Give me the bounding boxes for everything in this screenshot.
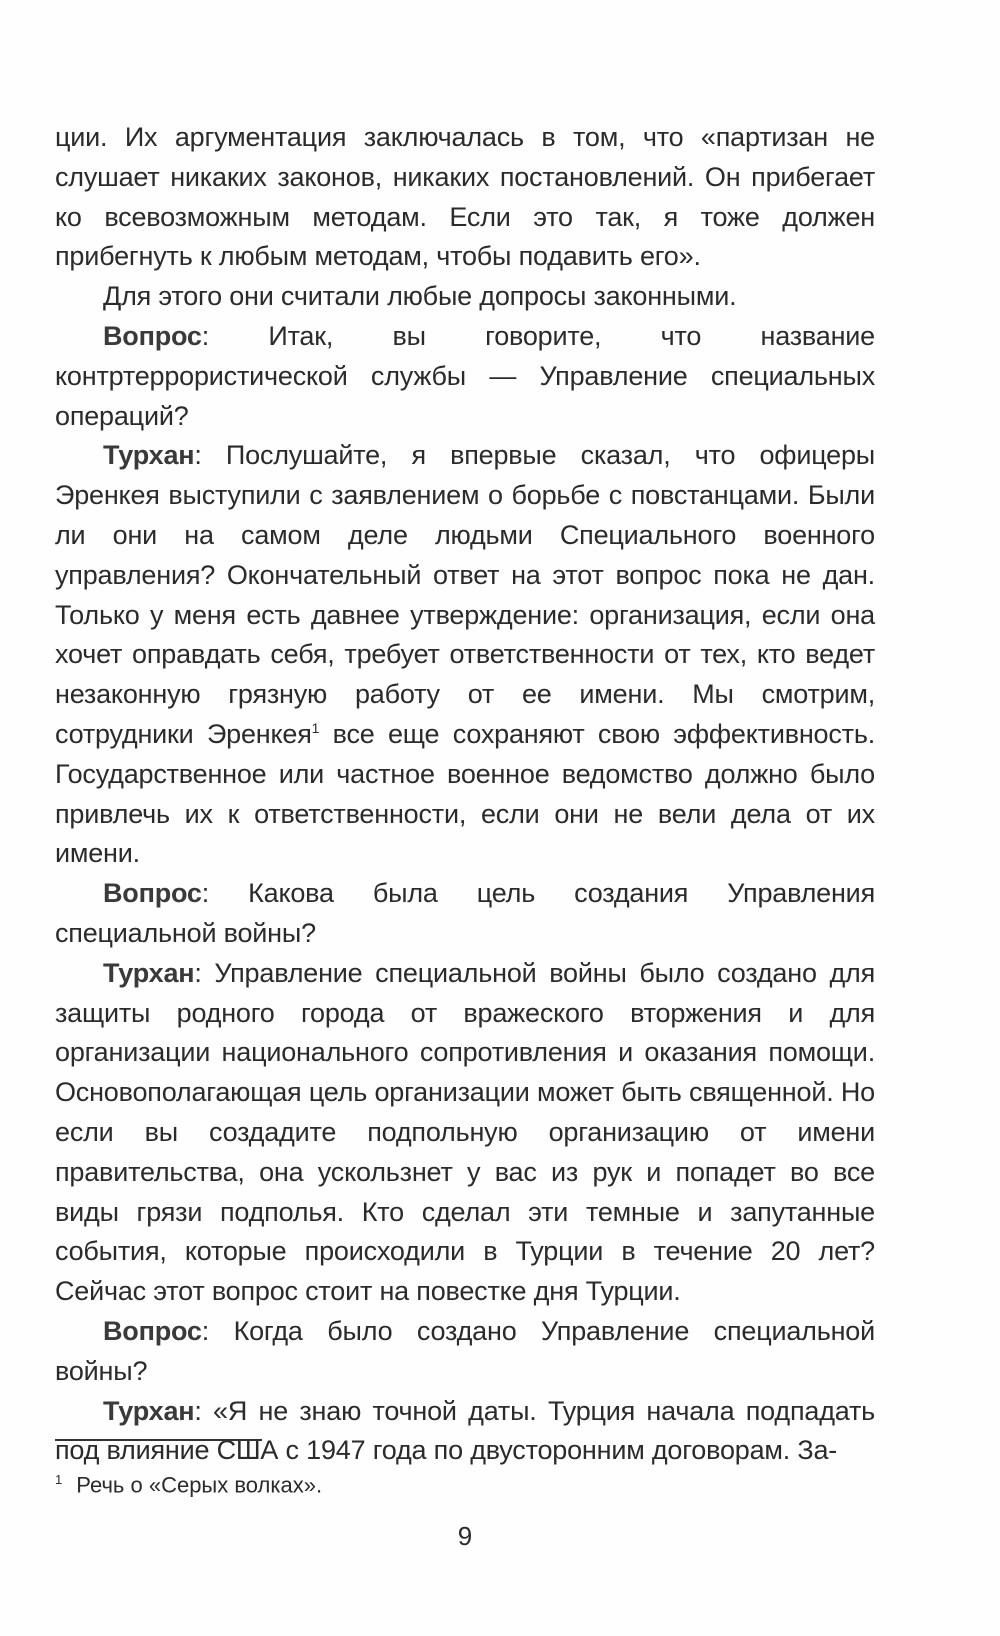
paragraph	[55, 118, 875, 277]
paragraph-text: : Послушайте, я впервые сказал, что офицеры Эренкея выступили с заявлением о борьбе с повстанцами. Были ли они на самом деле людьми Специального военного управления? Окончательный ответ на этот вопрос пока не дан. Только у меня есть давнее утверждение: организация, если она хочет оправдать себя, требует ответственности от тех, кто ведет незаконную грязную работу от ее имени. Мы смотрим, сотрудники Эренкея	[55, 440, 875, 749]
page-number: 9	[457, 1521, 473, 1551]
paragraph-text: : Управление специальной войны было создано для защиты родного города от вражеского вторжения и для организации национального сопротивления и оказания помощи. Основополагающая цель организации может быть священной. Но если вы создадите подпольную организацию от имени правительства, она ускользнет у вас из рук и попадет во все виды грязи подполья. Кто сделал эти темные и запутанные события, которые происходили в Турции в течение 20 лет? Сейчас этот вопрос стоит на повестке дня Турции.	[55, 957, 875, 1307]
answer-paragraph	[55, 1392, 875, 1472]
body-text	[55, 118, 875, 1471]
footnote-marker: 1	[55, 1472, 63, 1487]
question-paragraph	[55, 1312, 875, 1392]
paragraph-text: ции. Их аргументация заключалась в том, что «партизан не слушает никаких законов, никаких постановлений. Он прибегает ко всевозможным методам. Если это так, я тоже должен прибегнуть к любым методам, чтобы подавить его».	[55, 122, 875, 272]
speaker-label: Турхан	[103, 1395, 195, 1426]
footnote	[55, 1465, 322, 1500]
paragraph	[55, 277, 875, 317]
footnote-text: Речь о «Серых волках».	[76, 1472, 323, 1498]
speaker-label: Турхан	[103, 957, 195, 988]
question-paragraph	[55, 874, 875, 954]
paragraph-text-continued: все еще сохраняют свою эффективность. Государственное или частное военное ведомство должно было привлечь их к ответственности, если они не вели дела от их имени.	[55, 718, 876, 869]
paragraph-text: : Когда было создано Управление специальной войны?	[55, 1315, 875, 1386]
speaker-label: Вопрос	[103, 320, 202, 351]
speaker-label: Вопрос	[103, 878, 202, 909]
paragraph-text: Для этого они считали любые допросы законными.	[103, 281, 737, 312]
speaker-label: Турхан	[103, 440, 195, 471]
answer-paragraph	[55, 436, 875, 874]
speaker-label: Вопрос	[103, 1315, 202, 1346]
paragraph-text: : Какова была цель создания Управления специальной войны?	[55, 878, 875, 948]
footnote-divider	[55, 1439, 262, 1441]
answer-paragraph	[55, 954, 875, 1312]
footnote-reference: 1	[311, 719, 320, 736]
paragraph-text: : Итак, вы говорите, что название контртеррористической службы — Управление специальных операций?	[55, 320, 875, 431]
paragraph-text: : «Я не знаю точной даты. Турция начала подпадать под влияние США с 1947 года по двусторонним договорам. За-	[55, 1395, 875, 1466]
question-paragraph	[55, 317, 875, 436]
